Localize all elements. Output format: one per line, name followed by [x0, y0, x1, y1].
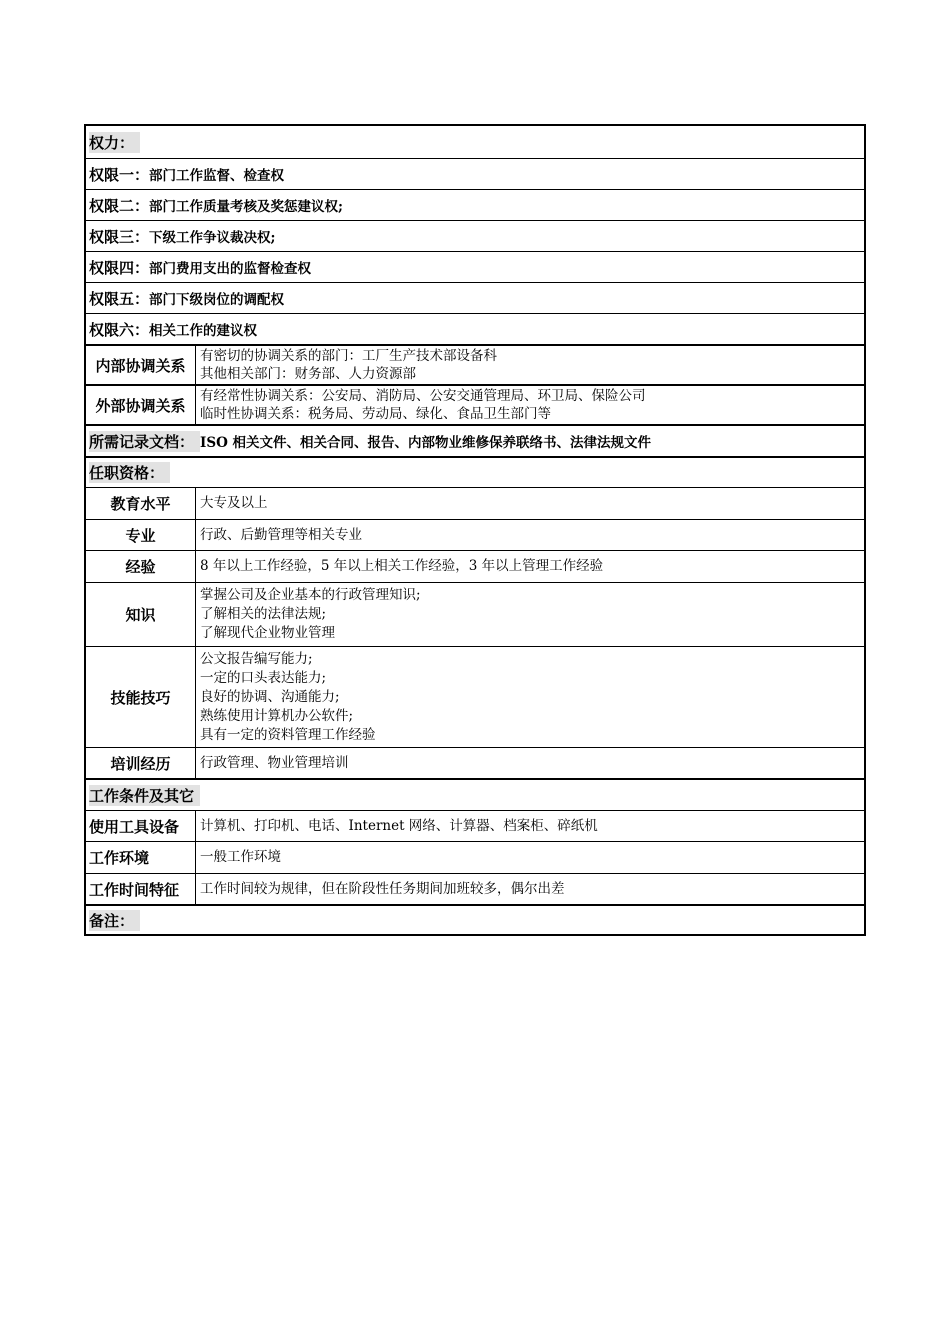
qualification-line: 行政管理、物业管理培训	[200, 754, 349, 771]
authority-label: 权限三：	[89, 227, 150, 246]
authority-label: 权限四：	[89, 258, 150, 277]
qualification-label: 专业	[86, 520, 196, 550]
job-description-table	[84, 124, 866, 936]
authority-label: 权限五：	[89, 289, 150, 308]
records-row	[86, 424, 864, 456]
condition-label: 使用工具设备	[86, 811, 196, 841]
qualification-line: 具有一定的资料管理工作经验	[200, 726, 376, 743]
condition-row	[86, 841, 864, 873]
authority-row	[86, 282, 864, 313]
authority-text: 相关工作的建议权	[149, 323, 258, 339]
authority-title: 权力：	[89, 132, 140, 153]
qualifications-header-row	[86, 456, 864, 487]
authority-header-row	[86, 126, 864, 158]
qualification-row	[86, 487, 864, 519]
qualification-line: 良好的协调、沟通能力;	[200, 688, 340, 705]
qualification-row	[86, 550, 864, 582]
notes-title: 备注：	[89, 910, 140, 931]
authority-text: 部门工作监督、检查权	[149, 168, 285, 184]
qualifications-title: 任职资格：	[89, 462, 170, 483]
external-coordination-row	[86, 384, 864, 424]
internal-coordination-row	[86, 344, 864, 384]
coordination-line: 其他相关部门：财务部、人力资源部	[200, 366, 416, 382]
authority-text: 部门工作质量考核及奖惩建议权;	[149, 199, 343, 215]
condition-line: 计算机、打印机、电话、Internet 网络、计算器、档案柜、碎纸机	[200, 817, 598, 834]
condition-label: 工作时间特征	[86, 874, 196, 904]
internal-coordination-label: 内部协调关系	[86, 346, 196, 384]
authority-label: 权限二：	[89, 196, 150, 215]
condition-row	[86, 873, 864, 904]
qualification-label: 经验	[86, 551, 196, 582]
qualification-row	[86, 519, 864, 550]
condition-line: 工作时间较为规律，但在阶段性任务期间加班较多，偶尔出差	[200, 880, 565, 897]
authority-text: 部门下级岗位的调配权	[149, 292, 285, 308]
condition-row	[86, 810, 864, 841]
qualification-line: 行政、后勤管理等相关专业	[200, 526, 362, 543]
qualification-label: 教育水平	[86, 488, 196, 519]
qualification-row	[86, 582, 864, 646]
qualification-label: 技能技巧	[86, 647, 196, 747]
authority-label: 权限六：	[89, 320, 150, 339]
qualification-line: 公文报告编写能力;	[200, 650, 313, 667]
qualification-line: 掌握公司及企业基本的行政管理知识;	[200, 587, 421, 603]
qualification-row	[86, 646, 864, 747]
external-coordination-label: 外部协调关系	[86, 386, 196, 424]
qualification-row	[86, 747, 864, 778]
authority-text: 下级工作争议裁决权;	[149, 230, 276, 246]
qualification-line: 熟练使用计算机办公软件;	[200, 707, 354, 724]
coordination-line: 临时性协调关系：税务局、劳动局、绿化、食品卫生部门等	[200, 406, 551, 422]
authority-row	[86, 220, 864, 251]
authority-row	[86, 313, 864, 344]
coordination-line: 有密切的协调关系的部门：工厂生产技术部设备科	[200, 348, 497, 364]
qualification-line: 8 年以上工作经验，5 年以上相关工作经验，3 年以上管理工作经验	[200, 558, 604, 574]
records-text: ISO 相关文件、相关合同、报告、内部物业维修保养联络书、法律法规文件	[200, 435, 652, 451]
qualification-label: 培训经历	[86, 748, 196, 778]
records-label: 所需记录文档：	[89, 431, 200, 452]
authority-row	[86, 158, 864, 189]
qualification-label: 知识	[86, 583, 196, 646]
authority-text: 部门费用支出的监督检查权	[149, 261, 312, 277]
condition-label: 工作环境	[86, 842, 196, 873]
conditions-title: 工作条件及其它	[89, 785, 200, 806]
qualification-line: 一定的口头表达能力;	[200, 669, 327, 686]
qualification-line: 大专及以上	[200, 495, 268, 511]
authority-label: 权限一：	[89, 165, 150, 184]
qualification-line: 了解现代企业物业管理	[200, 625, 335, 641]
notes-row	[86, 904, 864, 934]
authority-row	[86, 189, 864, 220]
condition-line: 一般工作环境	[200, 849, 281, 865]
authority-row	[86, 251, 864, 282]
qualification-line: 了解相关的法律法规;	[200, 606, 327, 622]
coordination-line: 有经常性协调关系：公安局、消防局、公安交通管理局、环卫局、保险公司	[200, 388, 646, 404]
conditions-header-row	[86, 778, 864, 810]
